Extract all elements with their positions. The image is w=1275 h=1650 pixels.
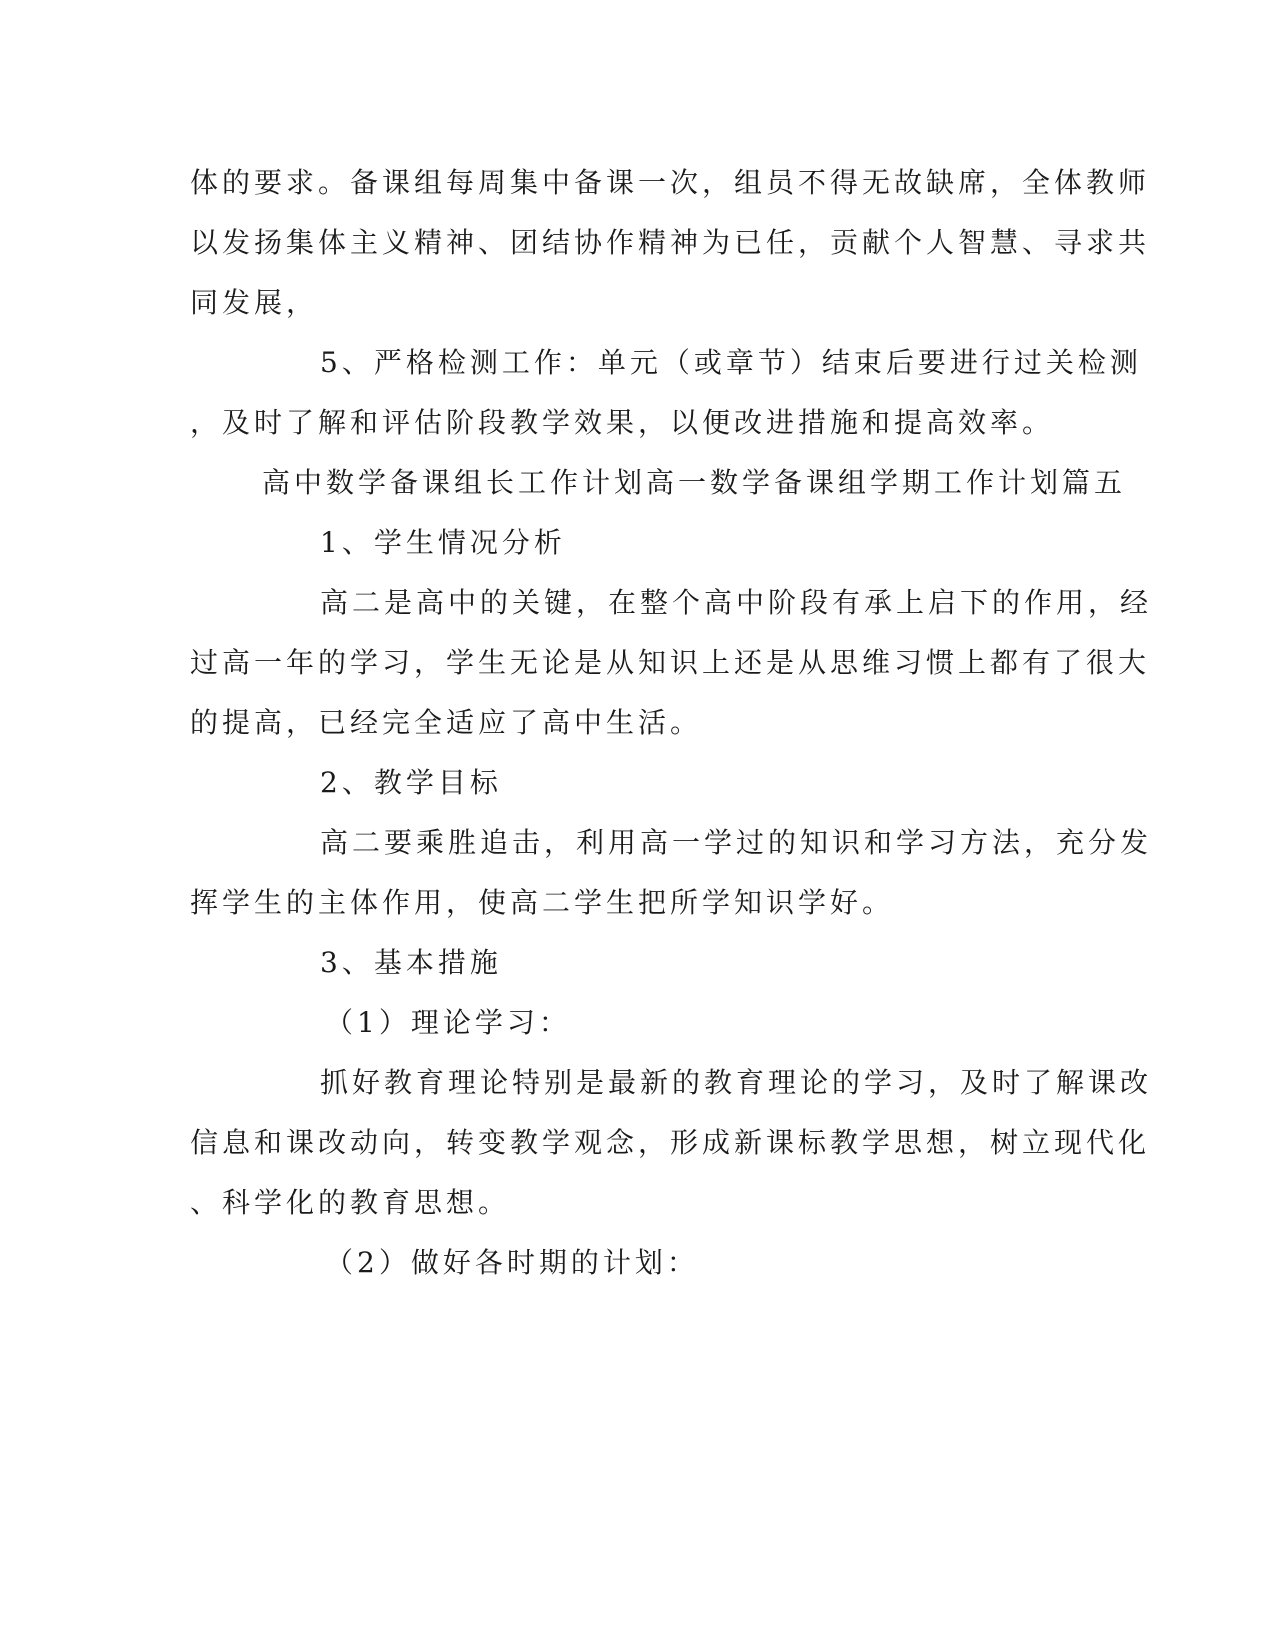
subsection-1: （1）理论学习：	[325, 1006, 571, 1039]
section-item-5: 5、严格检测工作：单元（或章节）结束后要进行过关检测	[320, 346, 1142, 379]
paragraph-line: 挥学生的主体作用，使高二学生把所学知识学好。	[190, 886, 895, 919]
paragraph-line: 同发展，	[190, 286, 319, 319]
paragraph-line: ，及时了解和评估阶段教学效果，以便改进措施和提高效率。	[190, 406, 1055, 439]
paragraph-line: 的提高，已经完全适应了高中生活。	[190, 706, 703, 739]
paragraph-line: 抓好教育理论特别是最新的教育理论的学习，及时了解课改	[320, 1066, 1153, 1099]
paragraph-line: 体的要求。备课组每周集中备课一次，组员不得无故缺席，全体教师	[190, 166, 1151, 199]
paragraph-line: 过高一年的学习，学生无论是从知识上还是从思维习惯上都有了很大	[190, 646, 1151, 679]
section-heading: 高中数学备课组长工作计划高一数学备课组学期工作计划篇五	[262, 466, 1127, 499]
subsection-2: （2）做好各时期的计划：	[325, 1246, 699, 1279]
paragraph-line: 以发扬集体主义精神、团结协作精神为已任，贡献个人智慧、寻求共	[190, 226, 1151, 259]
subheading-3: 3、基本措施	[320, 946, 502, 979]
paragraph-line: 高二要乘胜追击，利用高一学过的知识和学习方法，充分发	[320, 826, 1153, 859]
paragraph-line: 、科学化的教育思想。	[190, 1186, 511, 1219]
paragraph-line: 高二是高中的关键，在整个高中阶段有承上启下的作用，经	[320, 586, 1153, 619]
subheading-2: 2、教学目标	[320, 766, 502, 799]
paragraph-line: 信息和课改动向，转变教学观念，形成新课标教学思想，树立现代化	[190, 1126, 1151, 1159]
subheading-1: 1、学生情况分析	[320, 526, 566, 559]
